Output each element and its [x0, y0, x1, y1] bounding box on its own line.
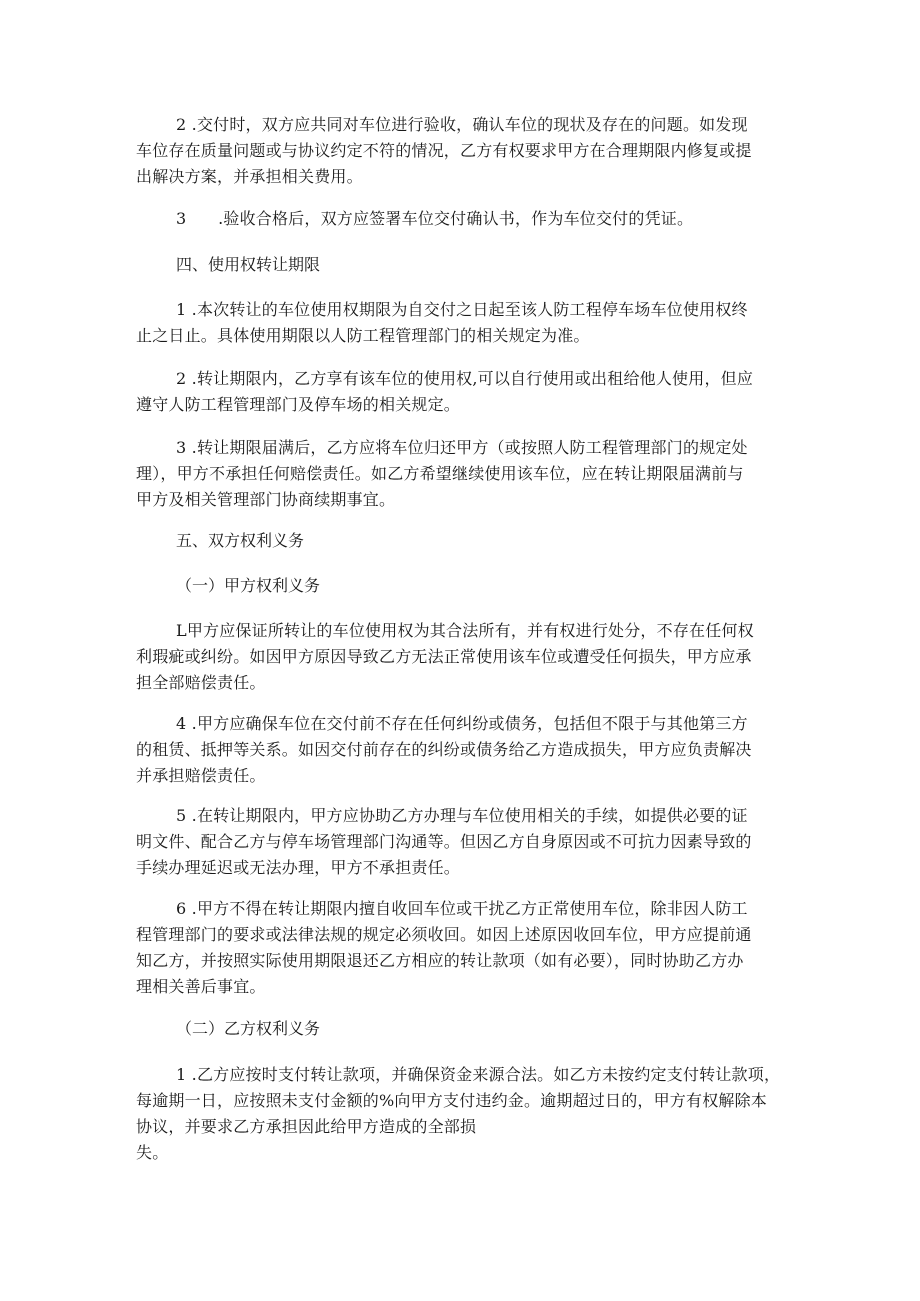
- text-line: 的租赁、抵押等关系。如因交付前存在的纠纷或债务给乙方造成损失，甲方应负责解决: [136, 740, 752, 759]
- text-line: 理相关善后事宜。: [136, 977, 266, 996]
- text-line: 3 .验收合格后，双方应签署车位交付确认书，作为车位交付的凭证。: [176, 209, 694, 228]
- paragraph-party-a-no-disputes: [136, 711, 800, 789]
- text-line: 车位存在质量问题或与协议约定不符的情况，乙方有权要求甲方在合理期限内修复或提: [136, 141, 752, 160]
- text-line: 理），甲方不承担任何赔偿责任。如乙方希望继续使用该车位，应在转让期限届满前与: [136, 464, 744, 483]
- paragraph-party-a-no-revocation: [136, 896, 800, 1000]
- text-line: 甲方及相关管理部门协商续期事宜。: [136, 490, 396, 509]
- text-line: 出解决方案，并承担相关费用。: [136, 167, 363, 186]
- text-line: 1 .乙方应按时支付转让款项，并确保资金来源合法。如乙方未按约定支付转让款项，: [176, 1065, 781, 1084]
- heading-text: 四、使用权转让期限: [176, 255, 321, 274]
- text-line: 利瑕疵或纠纷。如因甲方原因导致乙方无法正常使用该车位或遭受任何损失，甲方应承: [136, 647, 752, 666]
- heading-text: （二）乙方权利义务: [176, 1019, 321, 1038]
- text-line: 程管理部门的要求或法律法规的规定必须收回。如因上述原因收回车位，甲方应提前通: [136, 925, 752, 944]
- paragraph-term-expiry: [136, 435, 800, 513]
- text-line: 2 .转让期限内，乙方享有该车位的使用权,可以自行使用或出租给他人使用，但应: [176, 369, 754, 388]
- text-line: L甲方应保证所转让的车位使用权为其合法所有，并有权进行处分，不存在任何权: [176, 621, 754, 640]
- text-line: 担全部赔偿责任。: [136, 673, 266, 692]
- text-line: 5 .在转让期限内，甲方应协助乙方办理与车位使用相关的手续，如提供必要的证: [176, 806, 748, 825]
- section-heading-rights-obligations: [176, 528, 304, 554]
- section-heading-transfer-term: [176, 252, 320, 278]
- heading-text: （一）甲方权利义务: [176, 576, 321, 595]
- text-line: 每逾期一日，应按照未支付金额的%向甲方支付违约金。逾期超过日的，甲方有权解除本: [136, 1091, 768, 1110]
- text-line: 明文件、配合乙方与停车场管理部门沟通等。但因乙方自身原因或不可抗力因素导致的: [136, 832, 752, 851]
- paragraph-party-b-payment: [136, 1062, 800, 1166]
- paragraph-party-a-assistance: [136, 803, 800, 881]
- paragraph-party-a-ownership: [136, 618, 800, 696]
- text-line: 手续办理延迟或无法办理，甲方不承担责任。: [136, 858, 461, 877]
- text-line: 6 .甲方不得在转让期限内擅自收回车位或干扰乙方正常使用车位，除非因人防工: [176, 899, 748, 918]
- paragraph-term-definition: [136, 297, 800, 349]
- text-line: 4 .甲方应确保车位在交付前不存在任何纠纷或债务，包括但不限于与其他第三方: [176, 714, 748, 733]
- subsection-heading-party-a: [176, 573, 320, 599]
- text-line: 并承担赔偿责任。: [136, 766, 266, 785]
- text-line: 止之日止。具体使用期限以人防工程管理部门的相关规定为准。: [136, 326, 590, 345]
- text-line: 协议，并要求乙方承担因此给甲方造成的全部损: [136, 1117, 477, 1136]
- heading-text: 五、双方权利义务: [176, 531, 305, 550]
- paragraph-usage-rights: [136, 366, 800, 418]
- paragraph-acceptance-inspection: [136, 112, 800, 190]
- subsection-heading-party-b: [176, 1016, 320, 1042]
- text-line: 1 .本次转让的车位使用权期限为自交付之日起至该人防工程停车场车位使用权终: [176, 300, 748, 319]
- paragraph-delivery-confirmation: [136, 206, 800, 232]
- text-line: 2 .交付时，双方应共同对车位进行验收，确认车位的现状及存在的问题。如发现: [176, 115, 748, 134]
- text-line: 失。: [136, 1143, 169, 1162]
- text-line: 遵守人防工程管理部门及停车场的相关规定。: [136, 395, 461, 414]
- text-line: 3 .转让期限届满后，乙方应将车位归还甲方（或按照人防工程管理部门的规定处: [176, 438, 748, 457]
- text-line: 知乙方，并按照实际使用期限退还乙方相应的转让款项（如有必要），同时协助乙方办: [136, 951, 744, 970]
